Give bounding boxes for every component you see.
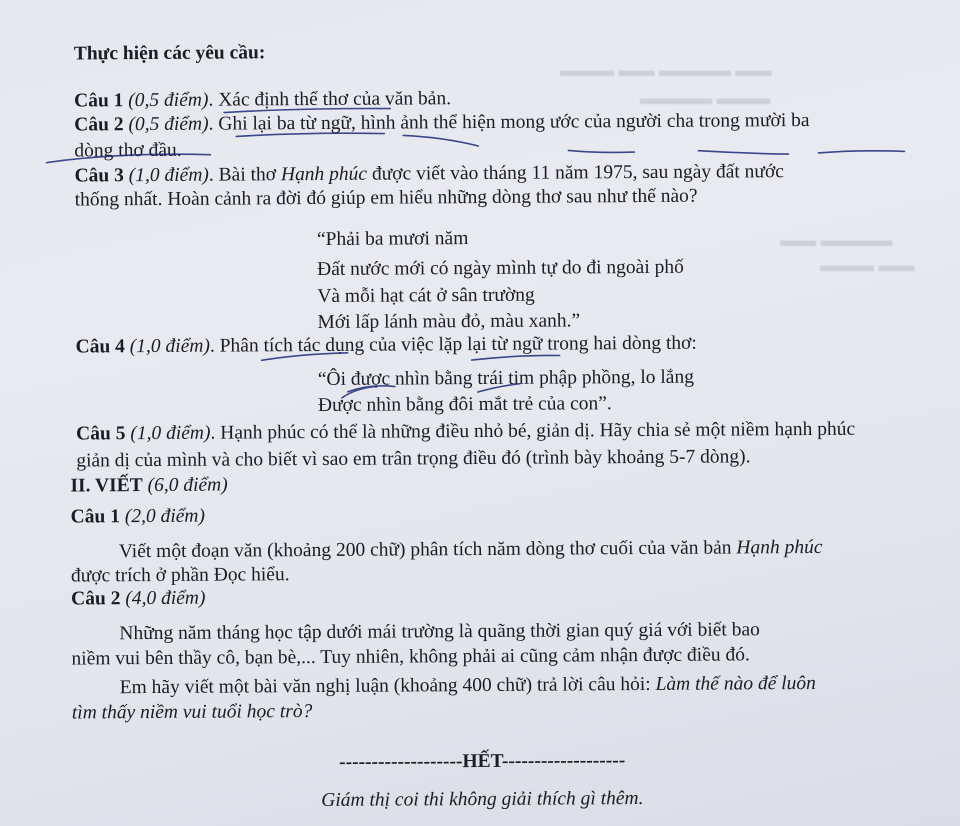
question-text: . Xác định thể thơ của văn bản. <box>208 88 452 111</box>
reading-question-2-continued <box>74 139 181 164</box>
poem-title: Hạnh phúc <box>736 536 823 559</box>
reading-question-1 <box>74 87 451 113</box>
question-text: niềm vui bên thầy cô, bạn bè,... Tuy nhiên, không phải ai cũng cảm nhận được điều đó. <box>71 644 750 670</box>
writing-question-1-text <box>119 536 823 564</box>
proctor-note-text: Giám thị coi thi không giải thích gì thêm. <box>321 788 644 811</box>
writing-question-2-para1 <box>119 618 760 646</box>
question-text: được trích ở phần Đọc hiểu. <box>70 564 290 587</box>
question-text: . Ghi lại ba từ ngữ, hình ảnh thể hiện mong ước của người cha trong mười ba <box>208 109 810 135</box>
question-points: (1,0 điểm) <box>128 164 209 187</box>
question-points: (4,0 điểm) <box>125 587 206 610</box>
question-label: Câu 2 <box>74 114 124 136</box>
pen-underline <box>818 151 904 153</box>
quoted-verse <box>318 392 612 418</box>
question-text: Những năm tháng học tập dưới mái trường là quãng thời gian quý giá với biết bao <box>119 619 760 645</box>
pen-underline <box>403 135 478 146</box>
reading-question-4 <box>76 332 697 360</box>
instruction-heading <box>74 41 266 66</box>
question-text: thống nhất. Hoàn cảnh ra đời đó giúp em hiểu những dòng thơ sau như thế nào? <box>74 185 698 211</box>
question-label: Câu 4 <box>75 336 125 358</box>
question-label: Câu 3 <box>74 165 124 187</box>
bleed-through-shadow: ▬▬▬▬ ▬▬▬ <box>640 88 771 108</box>
writing-question-2 <box>71 587 205 612</box>
question-label: Câu 2 <box>71 588 121 610</box>
quoted-verse <box>318 366 694 392</box>
question-text: được viết vào tháng 11 năm 1975, sau ngày đất nước <box>367 161 785 185</box>
reading-question-5 <box>76 418 855 447</box>
question-points: (1,0 điểm) <box>129 335 210 358</box>
question-points: (1,0 điểm) <box>130 422 211 445</box>
question-text: . Hạnh phúc có thể là những điều nhỏ bé, giản dị. Hãy chia sẻ một niềm hạnh phúc <box>210 418 856 444</box>
section-points: (6,0 điểm) <box>147 474 228 497</box>
bleed-through-shadow: ▬▬▬ ▬▬ <box>820 255 915 275</box>
writing-question-2-para1-continued <box>71 643 749 671</box>
reading-question-3-continued <box>75 185 698 213</box>
verse-text: “Phải ba mươi năm <box>316 228 469 250</box>
reading-question-2 <box>74 109 809 137</box>
bleed-through-shadow: ▬▬▬ ▬▬ ▬▬▬▬ ▬▬ <box>560 60 772 80</box>
question-label: Câu 1 <box>70 506 121 528</box>
writing-question-1 <box>71 505 205 530</box>
instruction-heading-text: Thực hiện các yêu cầu: <box>73 42 266 65</box>
writing-section-heading <box>70 474 227 499</box>
verse-text: Mới lấp lánh màu đỏ, màu xanh.” <box>317 310 581 333</box>
question-points: (0,5 điểm) <box>128 89 209 112</box>
question-points: (0,5 điểm) <box>128 113 209 136</box>
quoted-verse <box>317 309 580 335</box>
verse-text: Được nhìn bằng đôi mắt trẻ của con”. <box>317 393 612 416</box>
question-text: dòng thơ đầu. <box>74 139 182 162</box>
essay-prompt: tìm thấy niềm vui tuổi học trò? <box>71 701 313 724</box>
poem-title: Hạnh phúc <box>280 163 368 186</box>
reading-question-5-continued <box>76 445 750 473</box>
verse-text: Và mỗi hạt cát ở sân trường <box>317 284 535 307</box>
writing-question-2-para2-continued <box>72 700 313 725</box>
pen-underline <box>568 150 634 153</box>
pen-underline <box>698 150 788 155</box>
quoted-verse <box>317 284 535 309</box>
end-mark-text: -------------------HẾT------------------- <box>338 750 626 773</box>
question-text: . Phân tích tác dụng của việc lặp lại từ ngữ trong hai dòng thơ: <box>209 332 697 357</box>
section-label: II. VIẾT <box>70 475 143 497</box>
quoted-verse <box>317 256 684 282</box>
end-of-exam-mark <box>2 747 960 777</box>
bleed-through-shadow: ▬▬ ▬▬▬▬ <box>780 230 893 250</box>
proctor-note <box>2 785 960 815</box>
verse-text: “Ôi được nhìn bằng trái tim phập phồng, lo lắng <box>317 366 695 390</box>
question-text: . Bài thơ <box>208 164 282 186</box>
question-label: Câu 1 <box>74 90 124 112</box>
question-text: giản dị của mình và cho biết vì sao em trân trọng điều đó (trình bày khoảng 5-7 dòng). <box>76 446 751 472</box>
verse-text: Đất nước mới có ngày mình tự do đi ngoài phố <box>317 256 684 280</box>
question-text: Viết một đoạn văn (khoảng 200 chữ) phân tích năm dòng thơ cuối của văn bản <box>118 537 737 563</box>
writing-question-2-para2 <box>120 672 816 700</box>
question-text: Em hãy viết một bài văn nghị luận (khoảng 400 chữ) trả lời câu hỏi: <box>119 673 656 699</box>
question-label: Câu 5 <box>76 423 126 445</box>
writing-question-1-continued <box>71 563 290 588</box>
question-points: (2,0 điểm) <box>124 505 206 528</box>
essay-prompt: Làm thế nào để luôn <box>655 672 816 695</box>
quoted-verse <box>317 227 469 252</box>
